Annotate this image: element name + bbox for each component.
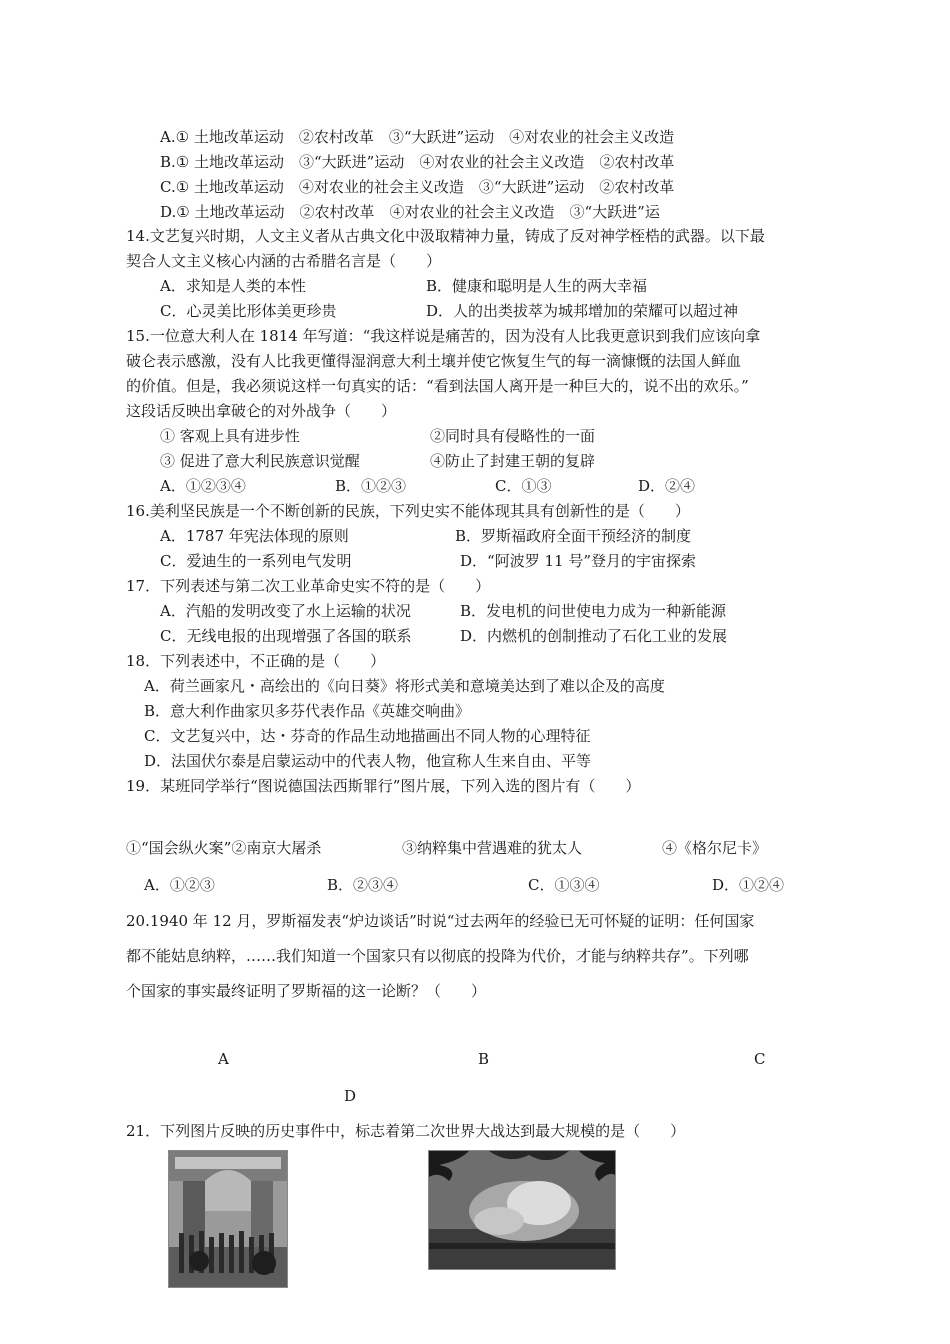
- q13-option-b: B.① 土地改革运动 ③“大跃进”运动 ④对农业的社会主义改造 ②农村改革: [160, 153, 675, 171]
- q16-option-b: B．罗斯福政府全面干预经济的制度: [455, 527, 692, 545]
- q14-option-d: D．人的出类拔萃为城邦增加的荣耀可以超过神: [426, 302, 739, 320]
- q18-option-c: C．文艺复兴中，达・芬奇的作品生动地描画出不同人物的心理特征: [144, 727, 591, 745]
- q21-photo-troops: [168, 1150, 288, 1288]
- q18-option-a: A．荷兰画家凡・高绘出的《向日葵》将形式美和意境美达到了难以企及的高度: [144, 677, 665, 695]
- q18-option-b: B．意大利作曲家贝多芬代表作品《英雄交响曲》: [144, 702, 471, 720]
- q15-option-b: B．①②③: [335, 477, 407, 495]
- q21-stem: 21．下列图片反映的历史事件中，标志着第二次世界大战达到最大规模的是（ ）: [126, 1122, 686, 1140]
- q15-option-d: D．②④: [638, 477, 696, 495]
- q13-option-a: A.① 土地改革运动 ②农村改革 ③“大跃进”运动 ④对农业的社会主义改造: [160, 128, 675, 146]
- q16-option-d: D．“阿波罗 11 号”登月的宇宙探索: [460, 552, 696, 570]
- q15-statement-4: ④防止了封建王朝的复辟: [430, 452, 596, 470]
- q14-stem-line2: 契合人文主义核心内涵的古希腊名言是（ ）: [126, 252, 442, 270]
- q21-photo-explosion: [428, 1150, 616, 1270]
- q14-option-c: C．心灵美比形体美更珍贵: [160, 302, 337, 320]
- q17-stem: 17．下列表述与第二次工业革命史实不符的是（ ）: [126, 577, 491, 595]
- q15-statement-1: ① 客观上具有进步性: [160, 427, 300, 445]
- q19-option-c: C．①③④: [528, 876, 600, 894]
- q20-stem-line1: 20.1940 年 12 月，罗斯福发表“炉边谈话”时说“过去两年的经验已无可怀疑的证明：任何国家: [126, 912, 755, 930]
- troops-photo-graphic: [169, 1151, 287, 1287]
- q13-option-c: C.① 土地改革运动 ④对农业的社会主义改造 ③“大跃进”运动 ②农村改革: [160, 178, 675, 196]
- q15-statement-3: ③ 促进了意大利民族意识觉醒: [160, 452, 360, 470]
- q16-option-c: C．爱迪生的一系列电气发明: [160, 552, 352, 570]
- q16-option-a: A．1787 年宪法体现的原则: [160, 527, 349, 545]
- q14-option-b: B．健康和聪明是人生的两大幸福: [426, 277, 648, 295]
- q20-option-c: C: [754, 1050, 766, 1068]
- q14-stem-line1: 14.文艺复兴时期，人文主义者从古典文化中汲取精神力量，铸成了反对神学桎梏的武器。以下最: [126, 227, 765, 245]
- q17-option-d: D．内燃机的创制推动了石化工业的发展: [460, 627, 728, 645]
- q19-item-3: ③纳粹集中营遇难的犹太人: [402, 839, 583, 857]
- q20-option-d: D: [344, 1087, 357, 1105]
- q19-option-a: A．①②③: [144, 876, 215, 894]
- q15-option-c: C．①③: [495, 477, 552, 495]
- q19-stem: 19．某班同学举行“图说德国法西斯罪行”图片展，下列入选的图片有（ ）: [126, 777, 641, 795]
- q18-stem: 18．下列表述中，不正确的是（ ）: [126, 652, 386, 670]
- q19-option-b: B．②③④: [327, 876, 399, 894]
- q19-item-4: ④《格尔尼卡》: [662, 839, 768, 857]
- q14-option-a: A．求知是人类的本性: [160, 277, 306, 295]
- q15-stem-line3: 的价值。但是，我必须说这样一句真实的话：“看到法国人离开是一种巨大的，说不出的欢乐。”: [126, 377, 749, 395]
- q15-stem-line2: 破仑表示感激，没有人比我更懂得湿润意大利土壤并使它恢复生气的每一滴慷慨的法国人鲜血: [126, 352, 742, 370]
- q17-option-b: B．发电机的问世使电力成为一种新能源: [460, 602, 727, 620]
- q20-stem-line2: 都不能姑息纳粹，……我们知道一个国家只有以彻底的投降为代价，才能与纳粹共存”。下列哪: [126, 947, 749, 965]
- q19-items-1-2: ①“国会纵火案”②南京大屠杀: [126, 839, 322, 857]
- q20-stem-line3: 个国家的事实最终证明了罗斯福的这一论断？（ ）: [126, 982, 487, 1000]
- q15-stem-line4: 这段话反映出拿破仑的对外战争（ ）: [126, 402, 397, 420]
- explosion-photo-graphic: [429, 1151, 615, 1269]
- q15-stem-line1: 15.一位意大利人在 1814 年写道：“我这样说是痛苦的，因为没有人比我更意识到我们应该向拿: [126, 327, 761, 345]
- q16-stem: 16.美利坚民族是一个不断创新的民族，下列史实不能体现其具有创新性的是（ ）: [126, 502, 690, 520]
- q20-option-b: B: [478, 1050, 490, 1068]
- q17-option-c: C．无线电报的出现增强了各国的联系: [160, 627, 412, 645]
- q20-option-a: A: [218, 1050, 229, 1068]
- q18-option-d: D．法国伏尔泰是启蒙运动中的代表人物，他宣称人生来自由、平等: [144, 752, 592, 770]
- q17-option-a: A．汽船的发明改变了水上运输的状况: [160, 602, 411, 620]
- q19-option-d: D．①②④: [712, 876, 785, 894]
- q15-option-a: A．①②③④: [160, 477, 246, 495]
- q15-statement-2: ②同时具有侵略性的一面: [430, 427, 596, 445]
- q13-option-d: D.① 土地改革运动 ②农村改革 ④对农业的社会主义改造 ③“大跃进”运: [160, 203, 660, 221]
